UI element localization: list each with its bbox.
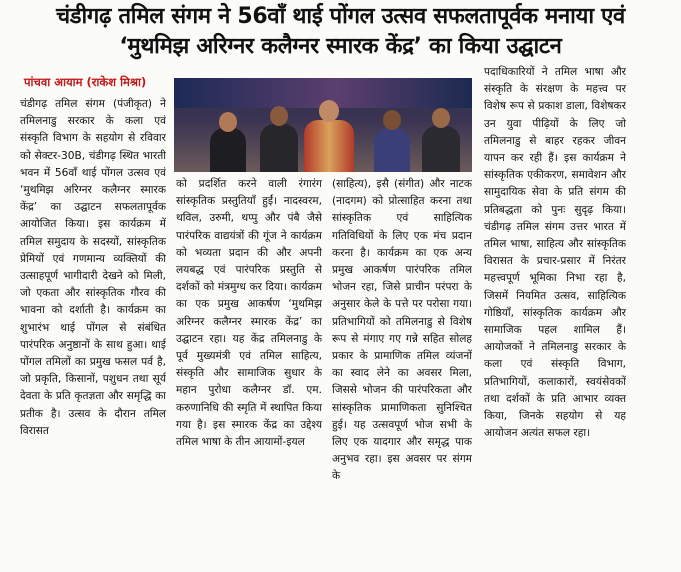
article-column-1 [20,96,166,570]
article-column-2 [176,176,322,570]
headline [6,2,675,62]
headline-line-1: चंडीगढ़ तमिल संगम ने 56वाँ थाई पोंगल उत्सव सफलतापूर्वक मनाया एवं [56,4,625,29]
photo-person-5 [418,108,464,172]
photo-person-3 [302,100,356,172]
article-column-3 [332,176,472,570]
photo-person-4 [370,110,414,172]
headline-line-2: ‘मुथमिझ अरिग्नर कलैग्नर स्मारक केंद्र’ का किया उद्घाटन [119,34,562,59]
column-1-text: चंडीगढ़ तमिल संगम (पंजीकृत) ने तमिलनाडु सरकार के कला एवं संस्कृति विभाग के सहयोग से रविवार को सेक्टर-30B, चंडीगढ़ स्थित भारती भवन में 56वाँ थाई पोंगल उत्सव एवं ‘मुथमिझ अरिग्नर कलैग्नर स्मारक केंद्र’ का उद्घाटन सफलतापूर्वक आयोजित किया। इस कार्यक्रम में तमिल समुदाय के सदस्यों, सांस्कृतिक प्रेमियों एवं गणमान्य व्यक्तियों की उत्साहपूर्ण भागीदारी देखने को मिली, जो एकता और सांस्कृतिक गौरव की भावना को दर्शाती है। कार्यक्रम का शुभारंभ थाई पोंगल से संबंधित पारंपरिक अनुष्ठानों के साथ हुआ। थाई पोंगल तमिलों का प्रमुख फसल पर्व है, जो प्रकृति, किसानों, पशुधन तथा सूर्य देवता के प्रति कृतज्ञता और समृद्धि का प्रतीक है। उत्सव के दौरान तमिल विरासत [20,98,166,437]
column-4-text: पदाधिकारियों ने तमिल भाषा और संस्कृति के संरक्षण के महत्त्व पर विशेष रूप से प्रकाश डाला, विशेषकर उन युवा पीढ़ियों के लिए जो तमिलनाडु से बाहर रहकर जीवन यापन कर रही हैं। इस कार्यक्रम ने सांस्कृतिक एकीकरण, समावेशन और सामुदायिक सेवा के प्रति संगम की प्रतिबद्धता को पुनः सुदृढ़ किया। चंडीगढ़ तमिल संगम उत्तर भारत में तमिल भाषा, साहित्य और सांस्कृतिक विरासत के प्रचार-प्रसार में निरंतर महत्त्वपूर्ण भूमिका निभा रहा है, जिसमें नियमित उत्सव, साहित्यिक गोष्ठियाँ, सांस्कृतिक कार्यक्रम और सामाजिक पहल शामिल हैं। आयोजकों ने तमिलनाडु सरकार के कला एवं संस्कृति विभाग, प्रतिभागियों, कलाकारों, स्वयंसेवकों तथा दर्शकों के प्रति आभार व्यक्त किया, जिनके सहयोग से यह आयोजन अत्यंत सफल रहा। [484,66,626,440]
photo-person-1 [206,112,250,172]
column-2-text: को प्रदर्शित करने वाली रंगारंग सांस्कृतिक प्रस्तुतियाँ हुईं। नादस्वरम, थविल, उरुमी, थप्पु और पंबै जैसे पारंपरिक वाद्ययंत्रों की गूंज ने कार्यक्रम को भव्यता प्रदान की और अपनी लयबद्ध एवं पारंपरिक प्रस्तुति से दर्शकों को मंत्रमुग्ध कर दिया। कार्यक्रम का एक प्रमुख आकर्षण ‘मुथमिझ अरिग्नर कलैग्नर स्मारक केंद्र’ का उद्घाटन रहा। यह केंद्र तमिलनाडु के पूर्व मुख्यमंत्री एवं तमिल साहित्य, संस्कृति और सामाजिक सुधार के महान पुरोधा कलैग्नर डॉ. एम. करुणानिधि की स्मृति में स्थापित किया गया है। इस स्मारक केंद्र का उद्देश्य तमिल भाषा के तीन आयामों-इयल [176,178,322,449]
byline: पांचवा आयाम (राकेश मिश्रा) [24,75,147,89]
column-3-text: (साहित्य), इसै (संगीत) और नाटक (नादगम) को प्रोत्साहित करना तथा सांस्कृतिक एवं साहित्यिक गतिविधियों के लिए एक मंच प्रदान करना है। कार्यक्रम का एक अन्य प्रमुख आकर्षण पारंपरिक तमिल भोजन रहा, जिसे प्राचीन परंपरा के अनुसार केले के पत्ते पर परोसा गया। प्रतिभागियों को तमिलनाडु से विशेष रूप से मंगाए गए गन्ने सहित सोलह प्रकार के प्रामाणिक तमिल व्यंजनों का स्वाद लेने का अवसर मिला, जिससे भोजन की पारंपरिकता और सांस्कृतिक प्रामाणिकता सुनिश्चित हुई। यह उत्सवपूर्ण भोज सभी के लिए एक यादगार और समृद्ध पाक अनुभव रहा। इस अवसर पर संगम के [332,178,472,483]
news-photo [174,78,472,172]
photo-person-2 [256,106,302,172]
article-column-4 [484,64,626,570]
